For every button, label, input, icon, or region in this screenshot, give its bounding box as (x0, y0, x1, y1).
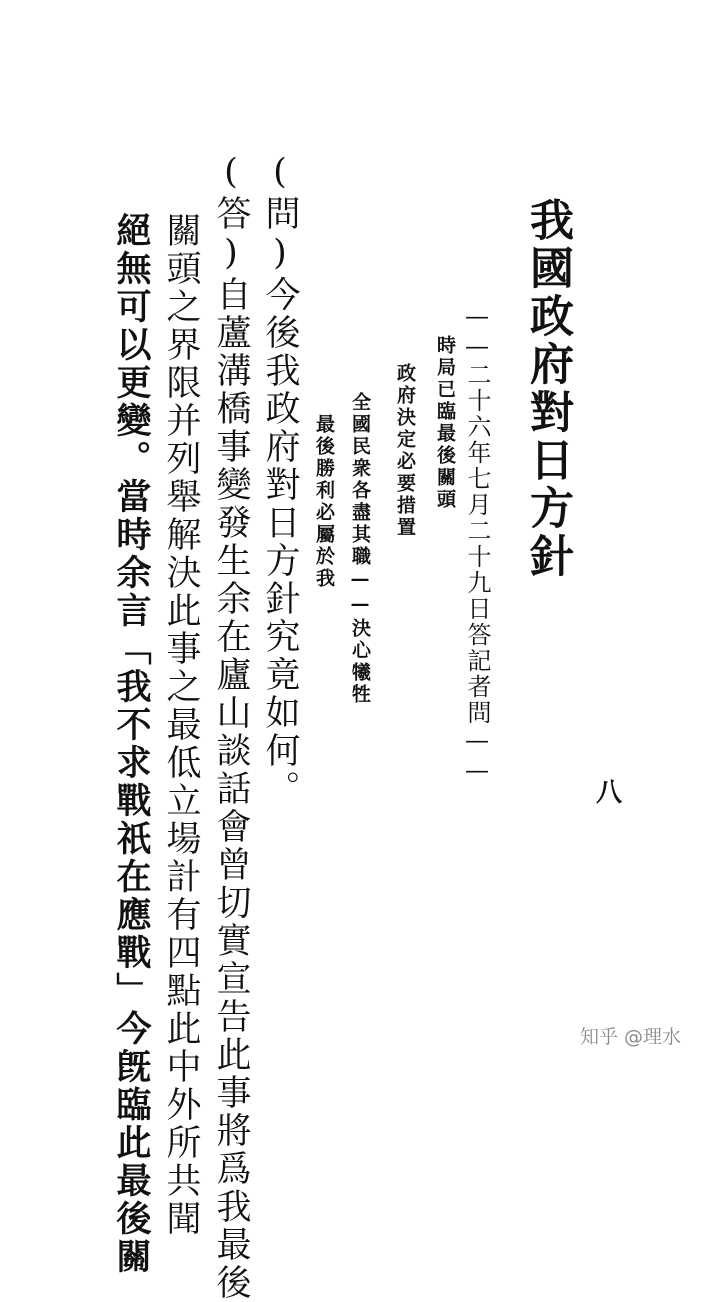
answer-line-3: 絕無可以更變。當時余言「我不求戰祇在應戰」今旣臨此最後關 (111, 212, 152, 1276)
page-number: 八 (596, 778, 623, 808)
summary-line-3: 全國民衆各盡其職——決心犧牲 (349, 392, 371, 706)
dateline: ——二十六年七月二十九日答記者問—— (463, 302, 491, 786)
page-title: 我國政府對日方針 (522, 197, 573, 581)
question-line: (問)今後我政府對日方針究竟如何。 (260, 152, 300, 808)
summary-line-4: 最後勝利必屬於我 (313, 414, 335, 590)
answer-line-2: 關頭之界限并列舉解決此事之最低立場計有四點此中外所共聞 (161, 212, 201, 1238)
summary-line-2: 政府決定必要措置 (394, 363, 416, 539)
answer-line-1: (答)自蘆溝橋事變發生余在廬山談話會曾切實宣告此事將爲我最後 (211, 152, 251, 1302)
summary-line-1: 時局已臨最後關頭 (434, 335, 456, 511)
watermark: 知乎 @理水 (580, 1026, 682, 1048)
